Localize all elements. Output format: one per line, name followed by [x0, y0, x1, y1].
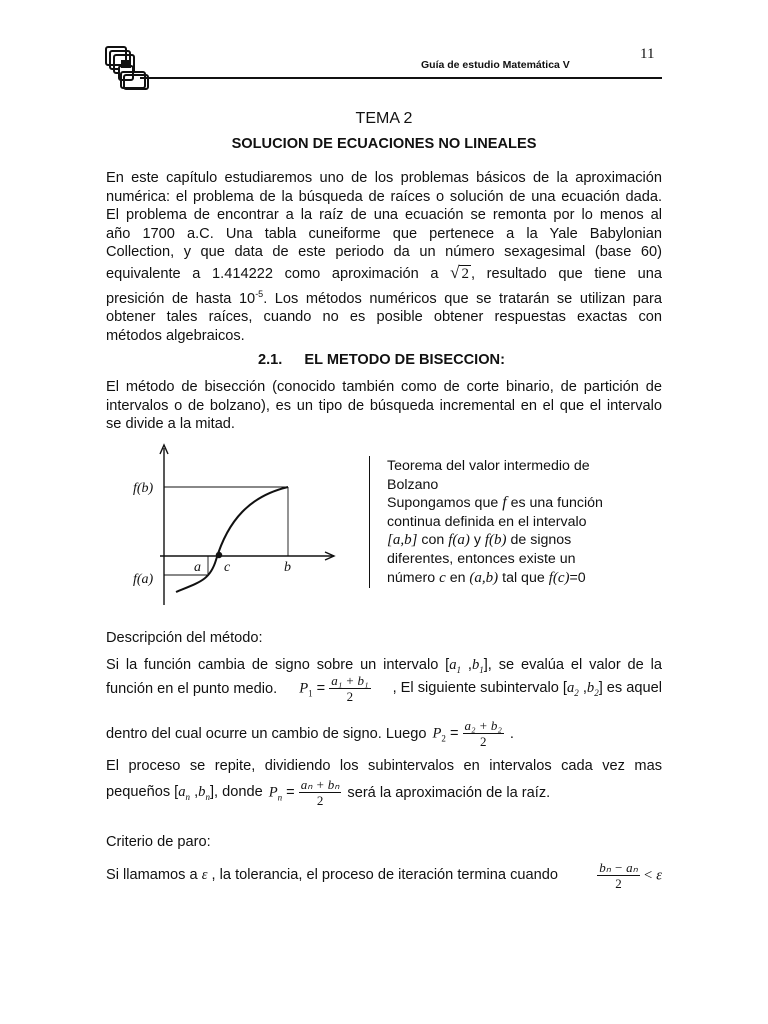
logo-icon	[103, 44, 151, 92]
intro-line: obtener tales raíces, cuando no es posible obtener respuestas exactas con	[106, 309, 662, 326]
stop-title: Criterio de paro:	[106, 834, 211, 850]
p2-formula: $P_2$ = $\frac{\text{a₂ + b₂}}{2}$	[432, 718, 502, 749]
section-number: 2.1.	[258, 352, 283, 368]
theorem-line: Bolzano	[387, 476, 439, 493]
intro-paragraph	[106, 169, 662, 346]
method-line-5: pequeños [$a_n$ $,b_n$], donde $P_n$ = $\frac{\text{aₙ + bₙ}}{2}$ será la aproximación de la raíz.	[106, 777, 551, 808]
intro-line: Collection, y que data de este periodo da un número sexagesimal (base 60)	[106, 244, 662, 261]
intro-line: equivalente a 1.414222 como aproximación a √ 2 , resultado que tiene una	[106, 262, 662, 282]
intro-line: año 1700 a.C. Una tabla cuneiforme que pertenece a la Yale Babylonian	[106, 225, 662, 242]
method-line-4: El proceso se repite, dividiendo los subintervalos en intervalos cada vez mas	[106, 758, 662, 774]
fa-label: f(a)	[133, 572, 154, 587]
intro-line: presición de hasta $10^{-5}$. Los métodos numéricos que se tratarán se utilizan para	[106, 288, 663, 307]
header-rule	[140, 77, 662, 79]
guide-title: Guía de estudio Matemática V	[421, 59, 570, 71]
section-title: EL METODO DE BISECCION:	[304, 352, 505, 368]
theorem-divider	[369, 456, 370, 588]
theorem-line: [a,b] con f(a) y f(b) de signos	[387, 532, 572, 549]
page-number: 11	[640, 46, 655, 62]
section-paragraph	[106, 378, 662, 434]
theorem-line: continua definida en el intervalo	[387, 513, 587, 530]
intro-line: En este capítulo estudiaremos uno de los problemas básicos de la aproximación	[106, 170, 662, 186]
b-label: b	[284, 560, 291, 575]
section-heading	[258, 352, 505, 368]
bolzano-theorem	[387, 457, 603, 587]
intro-line: El problema de encontrar a la raíz de una ecuación se remonta por lo menos al	[106, 207, 662, 224]
method-line-3: dentro del cual ocurre un cambio de signo. Luego $P_2$ = $\frac{\text{a₂ + b₂}}{2}$ .	[106, 718, 514, 749]
section-line: se divide a la mitad.	[106, 416, 235, 433]
pn-formula: $P_n$ = $\frac{\text{aₙ + bₙ}}{2}$	[268, 777, 340, 808]
a-label: a	[194, 560, 201, 575]
method-line-2: función en el punto medio. $P_1$ = $\frac{\text{a₁ + b₁}}{2}$ , El siguiente subintervalo [$a_2$ $,b_2$] es aquel	[106, 673, 662, 704]
section-line: intervalos o de bolzano), es un tipo de búsqueda incremental en el que el intervalo	[106, 397, 662, 414]
theorem-line: diferentes, entonces existe un	[387, 550, 576, 567]
p1-formula: $P_1$ = $\frac{\text{a₁ + b₁}}{2}$	[299, 673, 369, 704]
topic-title: TEMA 2	[355, 110, 413, 127]
root-point	[216, 552, 222, 558]
intro-line: métodos algebraicos.	[106, 328, 245, 345]
stop-line: Si llamamos a ε , la tolerancia, el proceso de iteración termina cuando $\frac{\text{bₙ − aₙ}}{2}$ < ε	[106, 860, 662, 891]
method-line-1: Si la función cambia de signo sobre un intervalo [$a_1$ $,b_1$], se evalúa el valor de la	[106, 657, 663, 675]
stop-formula: $\frac{\text{bₙ − aₙ}}{2}$ < ε	[599, 860, 662, 891]
theorem-line: Teorema del valor intermedio de	[387, 458, 590, 474]
method-title: Descripción del método:	[106, 630, 263, 646]
chapter-subtitle: SOLUCION DE ECUACIONES NO LINEALES	[231, 136, 537, 152]
fb-label: f(b)	[133, 481, 154, 496]
function-curve	[176, 487, 288, 592]
theorem-line: número c en (a,b) tal que f(c)=0	[387, 569, 586, 586]
intro-line: numérica: el problema de la búsqueda de raíces o solución de una ecuación dada.	[106, 188, 662, 205]
c-label: c	[224, 560, 231, 575]
section-line: El método de bisección (conocido también como de corte binario, de partición de	[106, 379, 662, 395]
sqrt-expression: √ 2	[450, 262, 469, 282]
theorem-line: Supongamos que f es una función	[387, 494, 603, 512]
bisection-graph	[120, 440, 340, 610]
